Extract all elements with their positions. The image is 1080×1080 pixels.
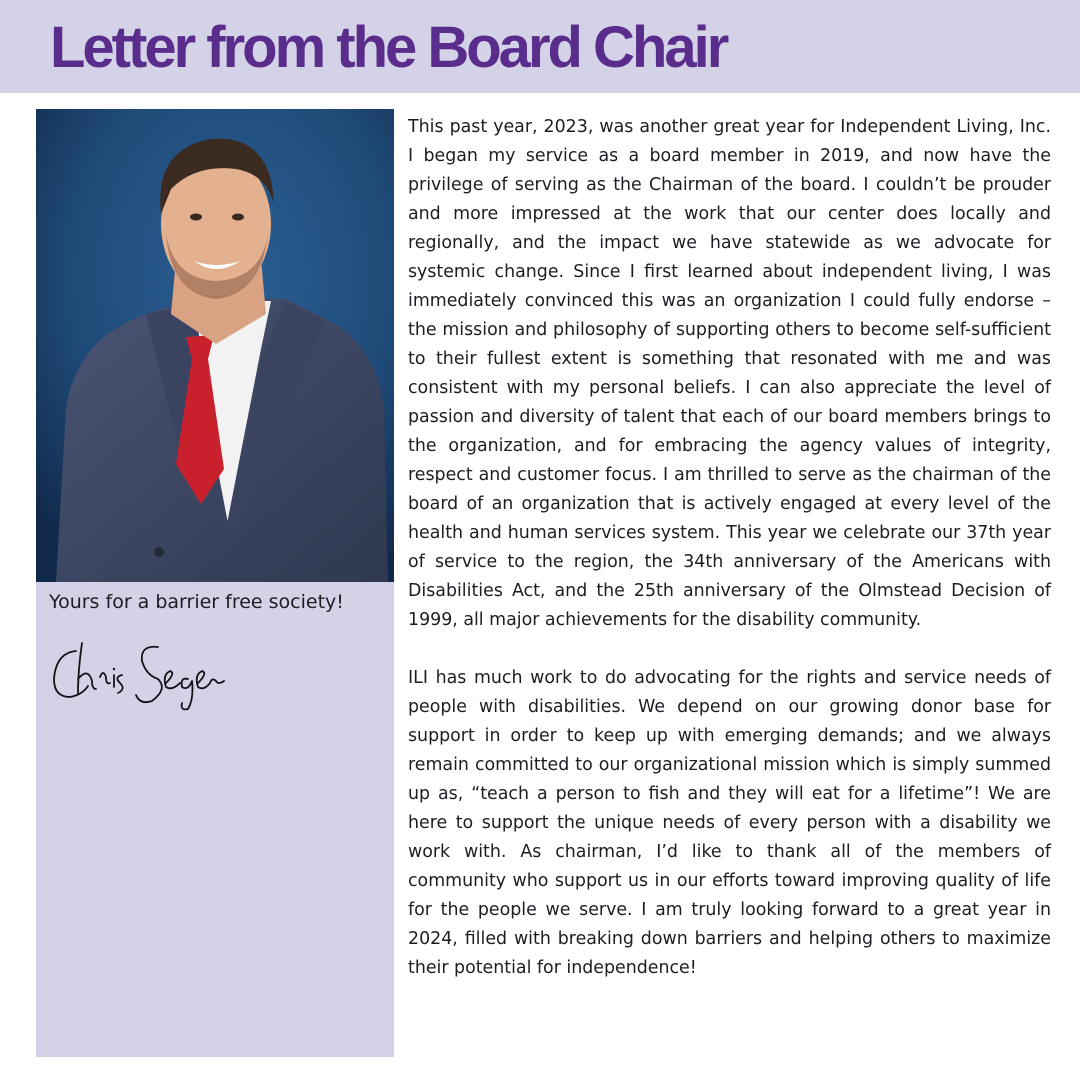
letter-body bbox=[408, 113, 1051, 983]
portrait-photo bbox=[36, 109, 394, 582]
sidebar-panel bbox=[36, 109, 394, 1057]
letter-paragraph: This past year, 2023, was another great year for Independent Living, Inc. I began my service as a board member in 2019, and now have the privilege of serving as the Chairman of the board. I couldn’t be prouder and more impressed at the work that our center does locally and regionally, and the impact we have statewide as we advocate for systemic change. Since I first learned about independent living, I was immediately convinced this was an organization I could fully endorse – the mission and philosophy of supporting others to become self-sufficient to their fullest extent is something that resonated with me and was consistent with my personal beliefs. I can also appreciate the level of passion and diversity of talent that each of our board members brings to the organization, and for embracing the agency values of integrity, respect and customer focus. I am thrilled to serve as the chairman of the board of an organization that is actively engaged at every level of the health and human services system. This year we celebrate our 37th year of service to the region, the 34th anniversary of the Americans with Disabilities Act, and the 25th anniversary of the Olmstead Decision of 1999, all major achievements for the disability community. bbox=[408, 117, 1051, 630]
closing-line: Yours for a barrier free society! bbox=[49, 591, 344, 613]
page-title: Letter from the Board Chair bbox=[50, 15, 727, 80]
signature-image bbox=[48, 631, 228, 711]
letter-paragraph: ILI has much work to do advocating for the rights and service needs of people with disabilities. We depend on our growing donor base for support in order to keep up with emerging demands; and we always remain committed to our organizational mission which is simply summed up as, “teach a person to fish and they will eat for a lifetime”! We are here to support the unique needs of every person with a disability we work with. As chairman, I’d like to thank all of the members of community who support us in our efforts toward improving quality of life for the people we serve. I am truly looking forward to a great year in 2024, filled with breaking down barriers and helping others to maximize their potential for independence! bbox=[408, 668, 1051, 978]
header-band bbox=[0, 0, 1080, 93]
